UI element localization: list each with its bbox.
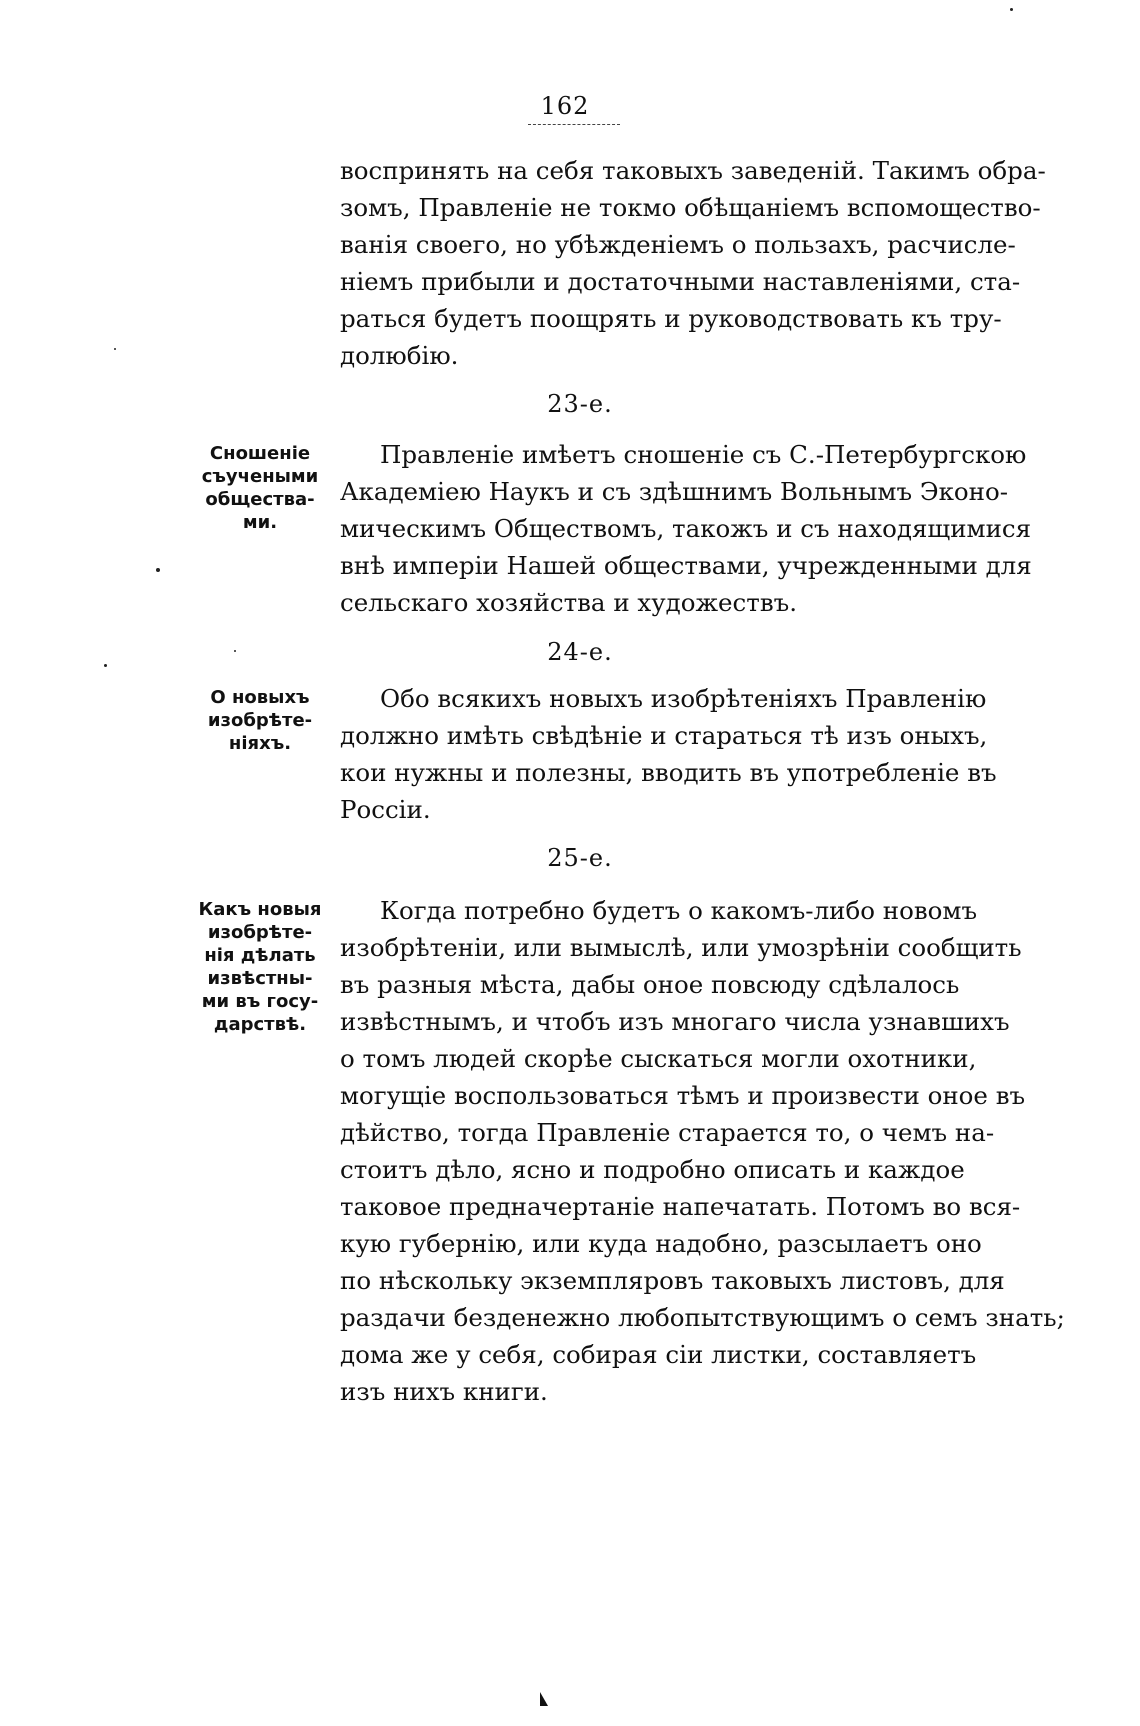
text-line: зомъ, Правленіе не токмо обѣщаніемъ вспомощество-: [340, 193, 1041, 222]
text-line: о томъ людей скорѣе сыскаться могли охотники,: [340, 1044, 977, 1073]
text-line: Академіею Наукъ и съ здѣшнимъ Вольнымъ Эконо-: [340, 477, 1009, 506]
text-line: кои нужны и полезны, вводить въ употребленіе въ: [340, 758, 997, 787]
margin-note-line: изобрѣте-: [207, 710, 313, 731]
text-line: ванія своего, но убѣжденіемъ о пользахъ, расчисле-: [340, 230, 1016, 259]
text-line: въ разныя мѣста, дабы оное повсюду сдѣлалось: [340, 970, 960, 999]
intro-paragraph: [340, 152, 1046, 374]
margin-note-line: изобрѣте-: [207, 922, 313, 943]
text-line: мическимъ Обществомъ, такожъ и съ находящимися: [340, 514, 1032, 543]
scan-mark: [540, 1692, 548, 1706]
text-line: извѣстнымъ, и чтобъ изъ многаго числа узнавшихъ: [340, 1007, 1010, 1036]
margin-note-line: Сношеніе: [209, 443, 311, 464]
scan-speck: [104, 664, 107, 667]
text-line: раться будетъ поощрять и руководствовать къ тру-: [340, 304, 1002, 333]
margin-note-line: Какъ новыя: [198, 899, 322, 920]
section-25-paragraph: [340, 892, 1065, 1410]
text-line: долюбію.: [340, 341, 459, 370]
margin-note-line: ми.: [242, 512, 278, 533]
margin-note-line: ніяхъ.: [228, 733, 292, 754]
text-line: могущіе воспользоваться тѣмъ и произвести оное въ: [340, 1081, 1026, 1110]
text-line: воспринять на себя таковыхъ заведеній. Такимъ обра-: [340, 156, 1046, 185]
margin-note-line: общества-: [205, 489, 315, 510]
section-heading-25: 25-е.: [547, 844, 613, 872]
margin-note-line: ми въ госу-: [201, 991, 319, 1012]
page-number: 162: [540, 92, 590, 120]
text-line: Правленіе имѣетъ сношеніе съ С.-Петербургскою: [380, 440, 1027, 469]
text-line: дѣйство, тогда Правленіе старается то, о чемъ на-: [340, 1118, 995, 1147]
text-line: стоитъ дѣло, ясно и подробно описать и каждое: [340, 1155, 965, 1184]
text-line: изобрѣтеніи, или вымыслѣ, или умозрѣніи сообщить: [340, 933, 1022, 962]
text-line: ніемъ прибыли и достаточными наставленіями, ста-: [340, 267, 1021, 296]
scan-speck: [234, 650, 236, 652]
margin-note-25: [190, 898, 330, 1036]
text-line: внѣ имперіи Нашей обществами, учрежденными для: [340, 551, 1032, 580]
margin-note-23: [190, 442, 330, 534]
scan-speck: [156, 568, 160, 572]
text-line: Когда потребно будетъ о какомъ-либо новомъ: [380, 896, 978, 925]
text-line: Россіи.: [340, 795, 431, 824]
text-line: кую губернію, или куда надобно, разсылаетъ оно: [340, 1229, 982, 1258]
text-line: по нѣскольку экземпляровъ таковыхъ листовъ, для: [340, 1266, 1005, 1295]
margin-note-line: съучеными: [201, 466, 319, 487]
section-23-paragraph: [340, 436, 1032, 621]
section-heading-24: 24-е.: [547, 638, 613, 666]
section-24-paragraph: [340, 680, 997, 828]
margin-note-line: дарствѣ.: [213, 1014, 307, 1035]
scan-speck: [1010, 8, 1013, 11]
text-line: сельскаго хозяйства и художествъ.: [340, 588, 797, 617]
margin-note-line: О новыхъ: [210, 687, 310, 708]
text-line: изъ нихъ книги.: [340, 1377, 548, 1406]
margin-note-line: нія дѣлать: [204, 945, 316, 966]
margin-note-line: извѣстны-: [207, 968, 313, 989]
text-line: таковое предначертаніе напечатать. Потомъ во вся-: [340, 1192, 1021, 1221]
page-number-rule: [528, 124, 620, 125]
text-line: раздачи безденежно любопытствующимъ о семъ знать;: [340, 1303, 1065, 1332]
text-line: дома же у себя, собирая сіи листки, составляетъ: [340, 1340, 977, 1369]
text-line: должно имѣть свѣдѣніе и стараться тѣ изъ оныхъ,: [340, 721, 988, 750]
margin-note-24: [190, 686, 330, 755]
text-line: Обо всякихъ новыхъ изобрѣтеніяхъ Правленію: [380, 684, 987, 713]
section-heading-23: 23-е.: [547, 390, 613, 418]
scan-speck: [114, 348, 116, 350]
